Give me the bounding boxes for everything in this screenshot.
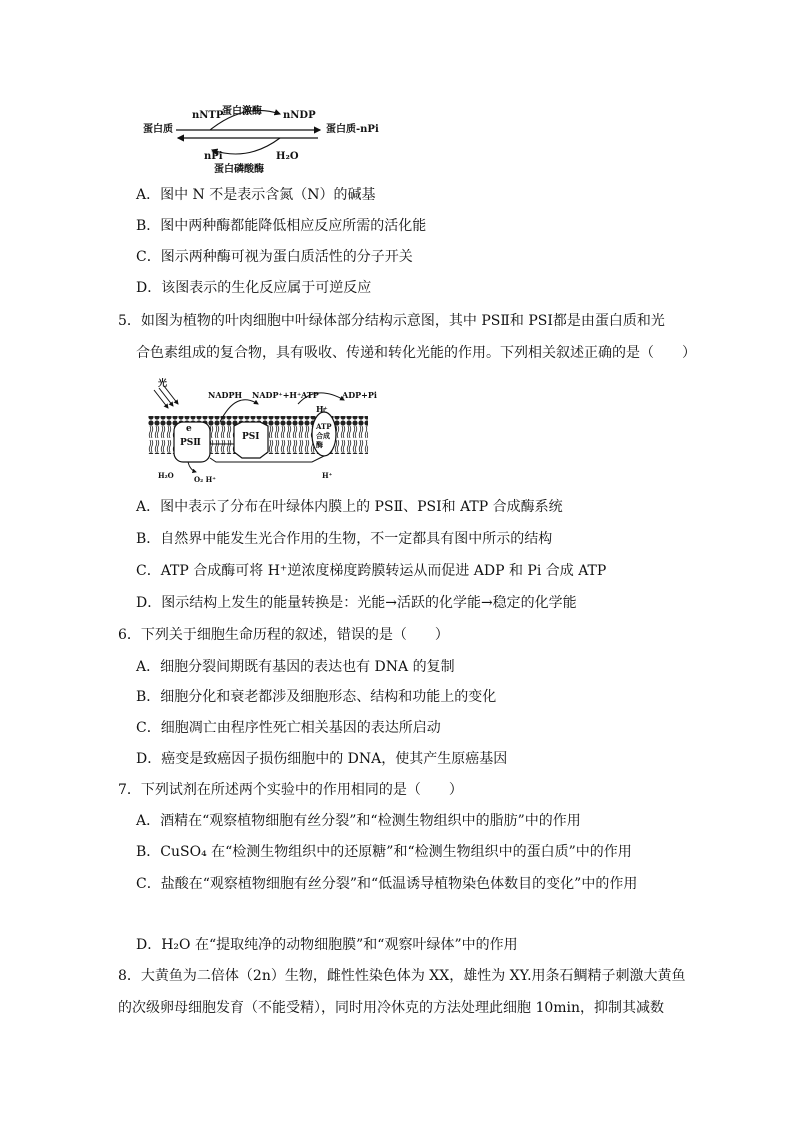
o2-h-label: O₂ H⁺ xyxy=(194,475,216,484)
ntp-label: nNTP xyxy=(192,110,224,121)
hplus-bottom-label: H⁺ xyxy=(322,471,333,480)
q8-stem-line1: 8．大黄鱼为二倍体（2n）生物，雌性性染色体为 XX，雄性为 XY.用条石鲷精子刺激大黄鱼 xyxy=(118,968,686,984)
q5-stem-line2: 合色素组成的复合物，具有吸收、传递和转化光能的作用。下列相关叙述正确的是（ ） xyxy=(136,345,696,361)
electron-label: e xyxy=(186,424,192,434)
lower-link xyxy=(210,456,324,462)
q6-option-d: D．癌变是致癌因子损伤细胞中的 DNA，使其产生原癌基因 xyxy=(136,751,508,767)
hplus-top-label: H⁺ xyxy=(316,404,328,414)
left-substrate-label: 蛋白质 xyxy=(143,124,173,135)
q7-option-a: A．酒精在“观察植物细胞有丝分裂”和“检测生物组织中的脂肪”中的作用 xyxy=(136,813,581,829)
q5-stem-line1: 5．如图为植物的叶肉细胞中叶绿体部分结构示意图，其中 PSⅡ和 PSⅠ都是由蛋白质和光 xyxy=(118,313,665,329)
q8-stem-line2: 的次级卵母细胞发育（不能受精），同时用冷休克的方法处理此细胞 10min，抑制其减数 xyxy=(118,1000,665,1016)
light-label: 光 xyxy=(158,379,168,389)
q6-stem: 6．下列关于细胞生命历程的叙述，错误的是（ ） xyxy=(118,627,449,643)
atp-synthase-label: ATP合成酶 xyxy=(316,422,332,449)
atp-label: ATP xyxy=(301,390,319,400)
q5-option-a: A．图中表示了分布在叶绿体内膜上的 PSⅡ、PSⅠ和 ATP 合成酶系统 xyxy=(136,499,563,515)
q7-option-b: B．CuSO₄ 在“检测生物组织中的还原糖”和“检测生物组织中的蛋白质”中的作用 xyxy=(136,844,632,860)
light-arrow-1 xyxy=(154,390,168,408)
light-arrow-2 xyxy=(159,388,173,406)
q7-option-d: D．H₂O 在“提取纯净的动物细胞膜”和“观察叶绿体”中的作用 xyxy=(136,937,518,953)
nadp-label: NADP⁺+H⁺ xyxy=(252,390,302,400)
q6-option-a: A．细胞分裂间期既有基因的表达也有 DNA 的复制 xyxy=(136,659,455,675)
ps1-label: PSⅠ xyxy=(242,432,260,442)
q4-option-a: A．图中 N 不是表示含氮（N）的碱基 xyxy=(136,187,376,203)
h2o-bottom-label: H₂O xyxy=(158,471,174,480)
q7-stem: 7．下列试剂在所述两个实验中的作用相同的是（ ） xyxy=(118,782,463,798)
phosphatase-label: 蛋白磷酸酶 xyxy=(214,164,264,175)
q5-option-d: D．图示结构上发生的能量转换是：光能→活跃的化学能→稳定的化学能 xyxy=(136,595,577,611)
q6-option-b: B．细胞分化和衰老都涉及细胞形态、结构和功能上的变化 xyxy=(136,689,497,705)
q5-option-b: B．自然界中能发生光合作用的生物，不一定都具有图中所示的结构 xyxy=(136,531,553,547)
adp-label: ADP+Pi xyxy=(342,390,377,400)
h2o-label: H₂O xyxy=(276,151,299,162)
q6-option-c: C．细胞凋亡由程序性死亡相关基因的表达所启动 xyxy=(136,720,441,736)
q4-option-b: B．图中两种酶都能降低相应反应所需的活化能 xyxy=(136,218,427,234)
q4-option-c: C．图示两种酶可视为蛋白质活性的分子开关 xyxy=(136,249,413,265)
ndp-label: nNDP xyxy=(283,110,316,121)
right-product-label: 蛋白质-nPi xyxy=(326,124,379,135)
o2-arrow xyxy=(188,462,196,472)
nadph-label: NADPH xyxy=(208,390,243,400)
ps2-label: PSⅡ xyxy=(180,438,201,448)
q5-option-c: C．ATP 合成酶可将 H⁺逆浓度梯度跨膜转运从而促进 ADP 和 Pi 合成 ATP xyxy=(136,563,607,579)
npi-label: nPi xyxy=(204,151,223,162)
q4-option-d: D．该图表示的生化反应属于可逆反应 xyxy=(136,280,372,296)
kinase-label: 蛋白激酶 xyxy=(222,106,262,117)
q7-option-c: C．盐酸在“观察植物细胞有丝分裂”和“低温诱导植物染色体数目的变化”中的作用 xyxy=(136,876,638,892)
